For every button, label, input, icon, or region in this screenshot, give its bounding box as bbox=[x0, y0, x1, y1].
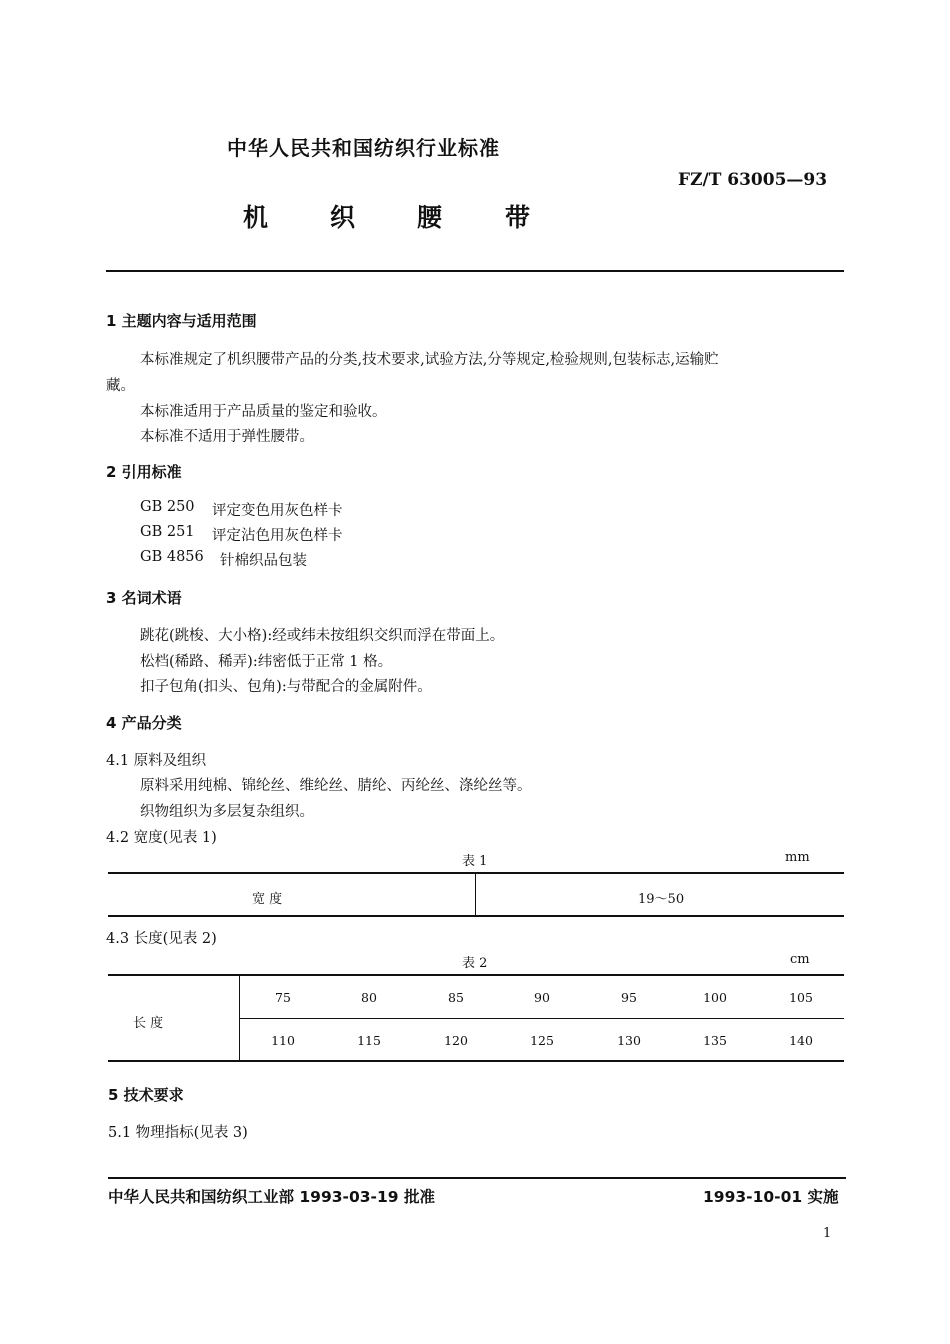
table-cell: 135 bbox=[703, 1033, 727, 1048]
reference-code: GB 250 bbox=[140, 499, 195, 515]
term-definition: 跳花(跳梭、大小格):经或纬未按组织交织而浮在带面上。 bbox=[140, 628, 505, 644]
title-char: 机 bbox=[243, 203, 269, 232]
table-cell: 75 bbox=[275, 990, 291, 1005]
table-value: 19～50 bbox=[638, 892, 685, 907]
table-cell: 115 bbox=[357, 1033, 381, 1048]
standard-code: FZ/T 63005—93 bbox=[678, 170, 828, 190]
table-top-rule bbox=[108, 872, 844, 874]
effective-date: 1993-10-01 实施 bbox=[703, 1188, 839, 1206]
table-bottom-rule bbox=[108, 1060, 844, 1062]
table-cell: 140 bbox=[789, 1033, 813, 1048]
table-unit: mm bbox=[785, 850, 810, 865]
section-heading: 2 引用标准 bbox=[106, 463, 182, 481]
section-heading: 4 产品分类 bbox=[106, 714, 182, 732]
paragraph: 本标准规定了机织腰带产品的分类,技术要求,试验方法,分等规定,检验规则,包装标志,运输贮 bbox=[140, 352, 719, 368]
table-cell: 100 bbox=[703, 990, 727, 1005]
table-caption: 表 2 bbox=[462, 956, 488, 971]
title-char: 带 bbox=[505, 203, 531, 232]
term-definition: 松档(稀路、稀弄):纬密低于正常 1 格。 bbox=[140, 654, 393, 670]
table-cell: 110 bbox=[271, 1033, 295, 1048]
table-label: 宽 度 bbox=[252, 892, 283, 907]
section-heading: 1 主题内容与适用范围 bbox=[106, 312, 257, 330]
paragraph: 原料采用纯棉、锦纶丝、维纶丝、腈纶、丙纶丝、涤纶丝等。 bbox=[140, 778, 532, 794]
section-heading: 3 名词术语 bbox=[106, 589, 182, 607]
table-bottom-rule bbox=[108, 915, 844, 917]
reference-code: GB 4856 bbox=[140, 549, 204, 565]
table-cell: 95 bbox=[621, 990, 637, 1005]
standard-type: 中华人民共和国纺织行业标准 bbox=[227, 136, 500, 160]
table-cell: 130 bbox=[617, 1033, 641, 1048]
paragraph: 本标准不适用于弹性腰带。 bbox=[140, 429, 314, 445]
subsection-heading: 4.3 长度(见表 2) bbox=[106, 931, 217, 947]
reference-title: 评定沾色用灰色样卡 bbox=[212, 528, 343, 544]
table-row-rule bbox=[240, 1018, 844, 1019]
title-char: 织 bbox=[330, 203, 356, 232]
table-divider bbox=[475, 873, 476, 917]
subsection-heading: 5.1 物理指标(见表 3) bbox=[108, 1125, 248, 1141]
paragraph: 本标准适用于产品质量的鉴定和验收。 bbox=[140, 404, 387, 420]
term-definition: 扣子包角(扣头、包角):与带配合的金属附件。 bbox=[140, 679, 432, 695]
table-cell: 85 bbox=[448, 990, 464, 1005]
footer-rule bbox=[108, 1177, 846, 1179]
subsection-heading: 4.2 宽度(见表 1) bbox=[106, 830, 217, 846]
table-cell: 90 bbox=[534, 990, 550, 1005]
reference-code: GB 251 bbox=[140, 524, 195, 540]
subsection-heading: 4.1 原料及组织 bbox=[106, 753, 207, 769]
section-heading: 5 技术要求 bbox=[108, 1086, 184, 1104]
table-cell: 105 bbox=[789, 990, 813, 1005]
reference-title: 评定变色用灰色样卡 bbox=[212, 503, 343, 519]
table-cell: 125 bbox=[530, 1033, 554, 1048]
paragraph: 织物组织为多层复杂组织。 bbox=[140, 804, 314, 820]
approval-line: 中华人民共和国纺织工业部 1993-03-19 批准 bbox=[108, 1188, 435, 1206]
page-number: 1 bbox=[823, 1226, 832, 1241]
paragraph: 藏。 bbox=[106, 378, 135, 394]
table-top-rule bbox=[108, 974, 844, 976]
table-unit: cm bbox=[790, 952, 810, 967]
table-cell: 120 bbox=[444, 1033, 468, 1048]
table-cell: 80 bbox=[361, 990, 377, 1005]
table-caption: 表 1 bbox=[462, 854, 488, 869]
header-rule bbox=[106, 270, 844, 272]
table-label: 长 度 bbox=[133, 1016, 164, 1031]
title-char: 腰 bbox=[417, 203, 443, 232]
reference-title: 针棉织品包装 bbox=[220, 553, 307, 569]
